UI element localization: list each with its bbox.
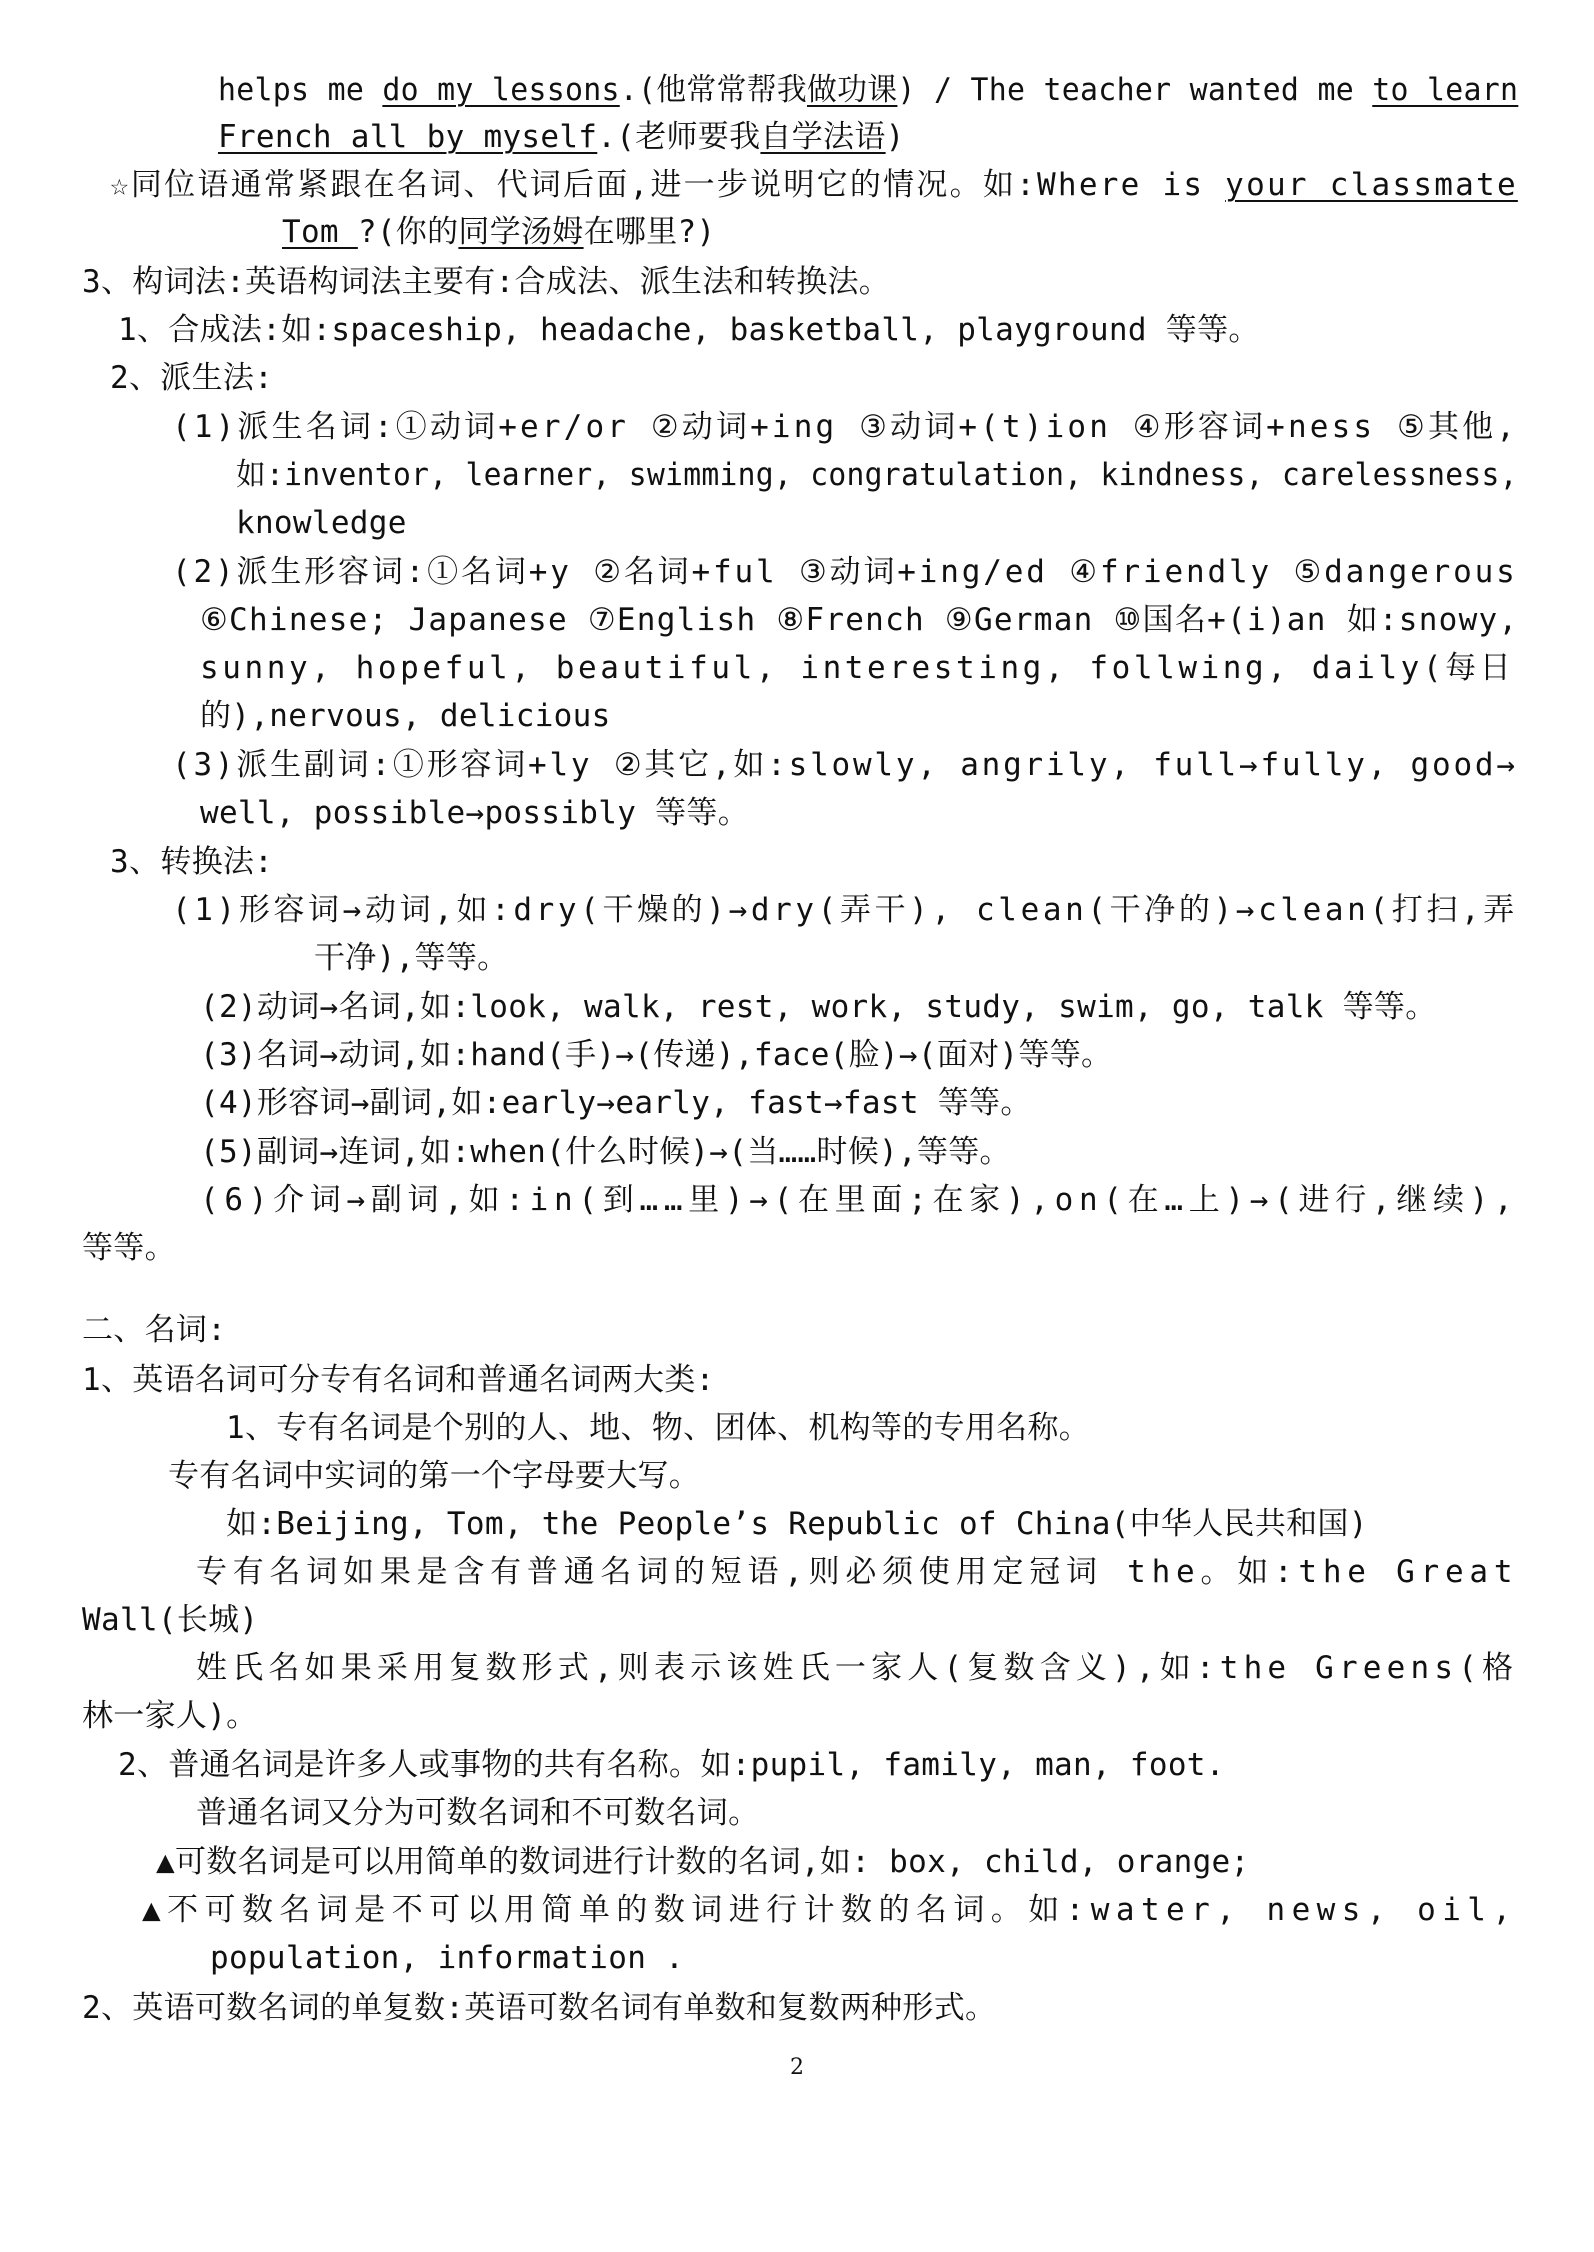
text-line: [314, 938, 508, 978]
text-line: [200, 1083, 1032, 1123]
text-segment: (2)派生形容词:①名词+y ②名词+ful ③动词+ing/ed ④friendly ⑤dangerous: [172, 554, 1518, 590]
text-segment: (1)派生名词:①动词+er/or ②动词+ing ③动词+(t)ion ④形容词+ness ⑤其他,: [172, 409, 1519, 445]
text-segment: 二、名词:: [82, 1312, 227, 1348]
text-segment: 在哪里?): [583, 214, 716, 250]
text-segment: (5)副词→连词,如:when(什么时候)→(当……时候),等等。: [200, 1134, 1011, 1170]
text-segment: (1)形容词→动词,如:dry(干燥的)→dry(弄干), clean(干净的)→clean(打扫,弄: [172, 892, 1518, 928]
text-line: [118, 310, 1260, 350]
text-line: [82, 1988, 996, 2028]
text-segment: well, possible→possibly 等等。: [200, 795, 750, 831]
text-line: [226, 1408, 1090, 1448]
text-segment: 干净),等等。: [314, 940, 509, 976]
text-line: [118, 1745, 1225, 1785]
text-line: [142, 1890, 1518, 1930]
underlined-text: your classmate: [1225, 167, 1518, 203]
underlined-text: 做功课: [807, 72, 898, 108]
text-line: [200, 1180, 1518, 1220]
underlined-text: do my lessons: [382, 72, 620, 108]
text-segment: 如:Beijing, Tom, the People’s Republic of China(中华人民共和国): [226, 1506, 1368, 1542]
text-segment: Wall(长城): [82, 1602, 259, 1638]
text-line: [82, 1310, 226, 1350]
text-segment: 如:inventor, learner, swimming, congratulation, kindness, carelessness,: [236, 457, 1518, 493]
text-line: [200, 987, 1437, 1027]
text-segment: 1、英语名词可分专有名词和普通名词两大类:: [82, 1362, 715, 1398]
text-segment: 1、合成法:如:spaceship, headache, basketball, playground 等等。: [118, 312, 1260, 348]
text-segment: sunny, hopeful, beautiful, interesting, follwing, daily(每日: [200, 650, 1515, 686]
text-segment: ): [885, 119, 905, 155]
text-segment: ⑥Chinese; Japanese ⑦English ⑧French ⑨German ⑩国名+(i)an 如:snowy,: [200, 602, 1519, 638]
page-number: 2: [790, 2055, 804, 2080]
text-line: [226, 1504, 1368, 1544]
text-segment: 的),nervous, delicious: [200, 698, 611, 734]
text-segment: 2、普通名词是许多人或事物的共有名称。如:pupil, family, man, foot.: [118, 1747, 1225, 1783]
text-segment: 普通名词又分为可数名词和不可数名词。: [196, 1795, 760, 1831]
text-segment: 2、英语可数名词的单复数:英语可数名词有单数和复数两种形式。: [82, 1990, 997, 2026]
text-segment: 等等。: [82, 1230, 176, 1266]
text-line: [200, 1132, 1011, 1172]
text-segment: helps me: [218, 72, 383, 108]
text-segment: .(老师要我: [597, 119, 761, 155]
text-line: [200, 1035, 1112, 1075]
text-segment: (2)动词→名词,如:look, walk, rest, work, study, swim, go, talk 等等。: [200, 989, 1437, 1025]
text-line: [172, 407, 1518, 447]
text-line: [196, 1648, 1518, 1688]
underlined-text: French all by myself: [218, 119, 598, 155]
text-line: [172, 890, 1518, 930]
text-line: [200, 600, 1518, 640]
text-segment: ▲不可数名词是不可以用简单的数词进行计数的名词。如:water, news, oil,: [142, 1892, 1518, 1928]
text-segment: 3、转换法:: [110, 844, 274, 880]
text-segment: ) / The teacher wanted me: [897, 72, 1373, 108]
text-line: [236, 503, 407, 543]
text-line: [282, 212, 715, 252]
text-line: [218, 70, 1518, 110]
text-segment: 专有名词如果是含有普通名词的短语,则必须使用定冠词 the。如:the Great: [196, 1554, 1519, 1590]
text-segment: (3)派生副词:①形容词+ly ②其它,如:slowly, angrily, full→fully, good→: [172, 747, 1518, 783]
underlined-text: Tom: [282, 214, 358, 250]
text-segment: 姓氏名如果采用复数形式,则表示该姓氏一家人(复数含义),如:the Greens(格: [196, 1650, 1519, 1686]
text-segment: .(他常常帮我: [619, 72, 808, 108]
text-segment: population, information .: [210, 1940, 685, 1976]
text-line: [236, 455, 1518, 495]
text-line: [110, 165, 1518, 205]
underlined-text: to learn: [1372, 72, 1519, 108]
text-segment: (6)介词→副词,如:in(到……里)→(在里面;在家),on(在…上)→(进行,继续),: [200, 1182, 1519, 1218]
text-line: [82, 1360, 715, 1400]
text-line: [82, 262, 890, 302]
text-line: [168, 1456, 700, 1496]
text-segment: ▲可数名词是可以用简单的数词进行计数的名词,如: box, child, orange;: [156, 1844, 1250, 1880]
text-line: [172, 745, 1518, 785]
underlined-text: 自学法语: [760, 119, 886, 155]
text-segment: 专有名词中实词的第一个字母要大写。: [168, 1458, 701, 1494]
text-segment: ?(你的: [357, 214, 459, 250]
text-segment: (3)名词→动词,如:hand(手)→(传递),face(脸)→(面对)等等。: [200, 1037, 1113, 1073]
text-line: [196, 1552, 1518, 1592]
text-segment: knowledge: [236, 505, 407, 541]
underlined-text: 同学汤姆: [458, 214, 584, 250]
text-segment: 3、构词法:英语构词法主要有:合成法、派生法和转换法。: [82, 264, 891, 300]
text-line: [218, 117, 905, 157]
text-segment: 1、专有名词是个别的人、地、物、团体、机构等的专用名称。: [226, 1410, 1091, 1446]
text-line: [196, 1793, 759, 1833]
text-line: [82, 1696, 257, 1736]
text-line: [210, 1938, 684, 1978]
text-line: [200, 648, 1514, 688]
text-line: [200, 793, 749, 833]
text-segment: 2、派生法:: [110, 360, 274, 396]
text-segment: 林一家人)。: [82, 1698, 258, 1734]
text-segment: (4)形容词→副词,如:early→early, fast→fast 等等。: [200, 1085, 1032, 1121]
text-line: [156, 1842, 1249, 1882]
text-line: [110, 358, 273, 398]
text-line: [82, 1228, 176, 1268]
text-segment: ☆同位语通常紧跟在名词、代词后面,进一步说明它的情况。如:Where is: [110, 167, 1226, 203]
text-line: [200, 696, 611, 736]
text-line: [82, 1600, 258, 1640]
text-line: [172, 552, 1518, 592]
text-line: [110, 842, 273, 882]
